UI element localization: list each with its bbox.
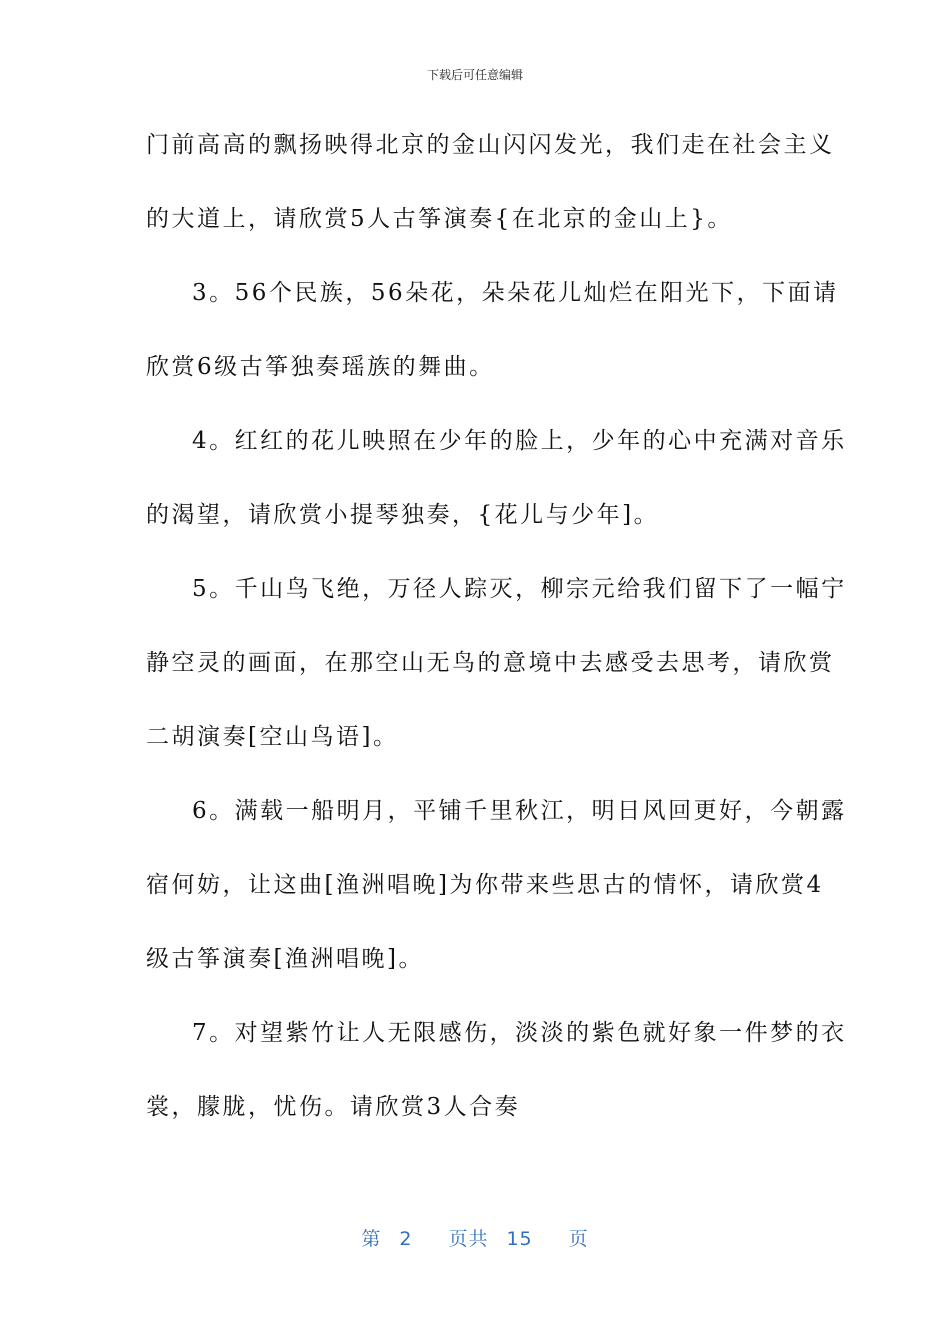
document-body [146,117,847,1153]
paragraph-line: 3。56个民族，56朵花，朵朵花儿灿烂在阳光下，下面请 [192,280,839,306]
paragraph-line: 6。满载一船明月，平铺千里秋江，明日风回更好，今朝露 [192,798,847,824]
paragraph-line: 的渴望，请欣赏小提琴独奏，{花儿与少年]。 [146,502,660,528]
page-footer [0,1224,950,1251]
paragraph-line: 欣赏6级古筝独奏瑶族的舞曲。 [146,354,495,380]
paragraph-line: 宿何妨，让这曲[渔洲唱晚]为你带来些思古的情怀，请欣赏4 [146,872,824,898]
paragraph-line: 静空灵的画面，在那空山无鸟的意境中去感受去思考，请欣赏 [146,650,835,676]
paragraph-line: 级古筝演奏[渔洲唱晚]。 [146,946,424,972]
footer-suffix: 页 [568,1228,589,1250]
paragraph-line: 4。红红的花儿映照在少年的脸上，少年的心中充满对音乐 [192,428,847,454]
paragraph-line: 5。千山鸟飞绝，万径人踪灭，柳宗元给我们留下了一幅宁 [192,576,847,602]
footer-total-pages: 15 [506,1228,533,1250]
paragraph-line: 二胡演奏[空山鸟语]。 [146,724,399,750]
footer-prefix: 第 [361,1228,382,1250]
paragraph-line: 的大道上，请欣赏5人古筝演奏{在北京的金山上}。 [146,206,733,232]
header-note: 下载后可任意编辑 [426,68,523,82]
paragraph-line: 7。对望紫竹让人无限感伤，淡淡的紫色就好象一件梦的衣 [192,1020,847,1046]
footer-page-number: 2 [399,1228,413,1250]
paragraph-line: 门前高高的飘扬映得北京的金山闪闪发光，我们走在社会主义 [146,132,835,158]
footer-middle: 页共 [448,1228,489,1250]
paragraph-line: 裳，朦胧，忧伤。请欣赏3人合奏 [146,1094,521,1120]
